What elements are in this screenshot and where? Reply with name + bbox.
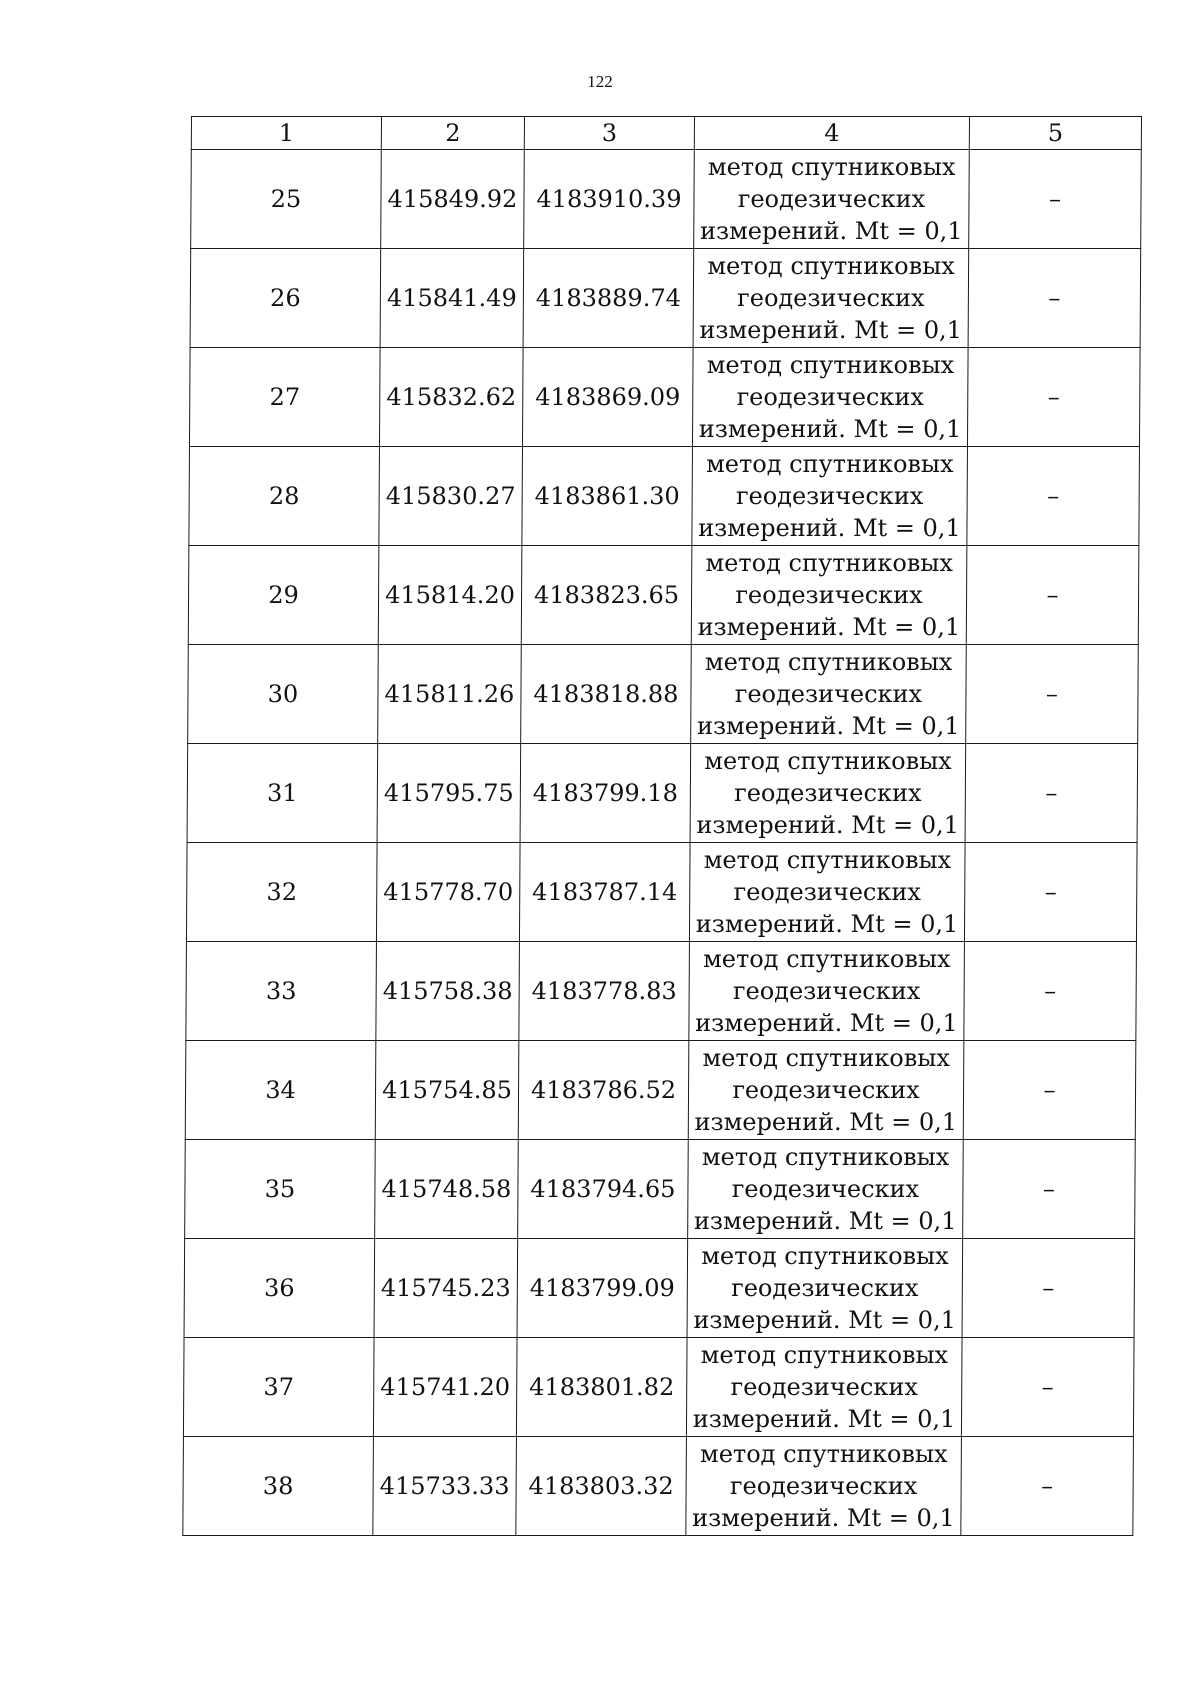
- point-number: 38: [183, 1437, 374, 1536]
- table-row: [189, 348, 1140, 447]
- table-row: [188, 645, 1139, 744]
- point-number: 29: [188, 546, 379, 645]
- method-line: геодезических: [736, 383, 925, 411]
- coordinate-y: 4183801.82: [516, 1338, 687, 1437]
- coordinate-x: 415754.85: [375, 1041, 519, 1140]
- point-number: 37: [183, 1338, 374, 1437]
- table-row: [188, 546, 1139, 645]
- coordinate-x: 415741.20: [373, 1338, 517, 1437]
- header-row: [191, 117, 1141, 150]
- coordinate-x: 415841.49: [380, 249, 524, 348]
- method-line: метод спутниковых: [700, 1341, 949, 1369]
- method-line: измерений. Mt = 0,1: [693, 1207, 957, 1235]
- method-line: измерений. Mt = 0,1: [692, 1504, 955, 1532]
- header-col-4: 4: [694, 117, 969, 150]
- coordinate-y: 4183861.30: [522, 447, 693, 546]
- method-line: геодезических: [733, 878, 922, 906]
- method-line: геодезических: [729, 1472, 918, 1500]
- point-number: 34: [185, 1041, 376, 1140]
- note: –: [967, 447, 1140, 546]
- coordinate-y: 4183799.09: [517, 1239, 688, 1338]
- table-row: [185, 1140, 1136, 1239]
- header-col-5: 5: [969, 117, 1141, 150]
- point-number: 30: [188, 645, 379, 744]
- note: –: [961, 1338, 1134, 1437]
- method-line: измерений. Mt = 0,1: [698, 415, 962, 443]
- coordinate-x: 415830.27: [379, 447, 523, 546]
- coordinate-y: 4183910.39: [524, 150, 695, 249]
- determination-method: [689, 942, 965, 1041]
- method-line: измерений. Mt = 0,1: [695, 910, 959, 938]
- method-line: геодезических: [735, 482, 924, 510]
- determination-method: [688, 1140, 964, 1239]
- coordinate-x: 415811.26: [378, 645, 522, 744]
- method-line: геодезических: [732, 977, 921, 1005]
- method-line: метод спутниковых: [707, 153, 956, 181]
- coordinate-y: 4183794.65: [518, 1140, 689, 1239]
- coordinate-y: 4183803.32: [516, 1437, 687, 1536]
- coordinate-y: 4183869.09: [522, 348, 693, 447]
- method-line: измерений. Mt = 0,1: [695, 1009, 958, 1037]
- method-line: метод спутниковых: [704, 648, 953, 676]
- method-line: измерений. Mt = 0,1: [699, 217, 963, 245]
- point-number: 33: [186, 942, 377, 1041]
- method-line: измерений. Mt = 0,1: [698, 514, 961, 542]
- point-number: 28: [189, 447, 380, 546]
- table-body: [183, 150, 1141, 1536]
- header-col-2: 2: [381, 117, 524, 150]
- table-row: [186, 942, 1137, 1041]
- method-line: измерений. Mt = 0,1: [696, 811, 960, 839]
- coordinate-x: 415832.62: [379, 348, 523, 447]
- note: –: [965, 744, 1138, 843]
- coordinate-y: 4183786.52: [518, 1041, 689, 1140]
- note: –: [968, 249, 1141, 348]
- determination-method: [691, 645, 967, 744]
- coordinate-x: 415778.70: [376, 843, 520, 942]
- note: –: [962, 1239, 1135, 1338]
- coordinate-x: 415748.58: [375, 1140, 519, 1239]
- note: –: [966, 546, 1139, 645]
- coordinate-y: 4183823.65: [521, 546, 692, 645]
- method-line: измерений. Mt = 0,1: [696, 712, 960, 740]
- method-line: измерений. Mt = 0,1: [692, 1405, 956, 1433]
- method-line: метод спутниковых: [703, 945, 951, 973]
- method-line: измерений. Mt = 0,1: [697, 613, 961, 641]
- determination-method: [690, 744, 966, 843]
- determination-method: [691, 546, 967, 645]
- note: –: [964, 942, 1137, 1041]
- table-row: [183, 1338, 1134, 1437]
- coordinate-x: 415849.92: [381, 150, 525, 249]
- point-number: 35: [185, 1140, 376, 1239]
- coordinate-x: 415733.33: [373, 1437, 517, 1536]
- coordinates-table: [182, 116, 1142, 1536]
- point-number: 26: [190, 249, 381, 348]
- method-line: метод спутниковых: [706, 450, 954, 478]
- note: –: [963, 1140, 1136, 1239]
- point-number: 25: [191, 150, 382, 249]
- table-row: [187, 744, 1138, 843]
- method-line: метод спутниковых: [704, 747, 952, 775]
- method-line: метод спутниковых: [702, 1044, 951, 1072]
- coordinate-y: 4183787.14: [519, 843, 690, 942]
- table-header: [191, 117, 1141, 150]
- method-line: измерений. Mt = 0,1: [699, 316, 963, 344]
- determination-method: [692, 447, 968, 546]
- determination-method: [688, 1041, 964, 1140]
- method-line: метод спутниковых: [707, 252, 955, 280]
- coordinate-x: 415745.23: [374, 1239, 518, 1338]
- determination-method: [686, 1437, 962, 1536]
- coordinate-y: 4183799.18: [520, 744, 691, 843]
- note: –: [963, 1041, 1136, 1140]
- method-line: геодезических: [731, 1274, 919, 1302]
- note: –: [969, 150, 1142, 249]
- header-col-3: 3: [524, 117, 694, 150]
- table-row: [190, 249, 1141, 348]
- method-line: метод спутниковых: [700, 1440, 948, 1468]
- coordinate-y: 4183778.83: [519, 942, 690, 1041]
- header-col-1: 1: [191, 117, 381, 150]
- method-line: метод спутниковых: [705, 549, 954, 577]
- method-line: измерений. Mt = 0,1: [694, 1108, 958, 1136]
- point-number: 36: [184, 1239, 375, 1338]
- method-line: геодезических: [732, 1076, 920, 1104]
- method-line: геодезических: [730, 1373, 918, 1401]
- point-number: 32: [186, 843, 377, 942]
- coordinate-x: 415795.75: [377, 744, 521, 843]
- table-row: [186, 843, 1137, 942]
- method-line: геодезических: [735, 581, 923, 609]
- table-row: [184, 1239, 1135, 1338]
- method-line: геодезических: [734, 680, 923, 708]
- determination-method: [694, 150, 970, 249]
- point-number: 31: [187, 744, 378, 843]
- method-line: геодезических: [731, 1175, 920, 1203]
- note: –: [966, 645, 1139, 744]
- table-row: [191, 150, 1142, 249]
- note: –: [964, 843, 1137, 942]
- method-line: геодезических: [737, 185, 926, 213]
- determination-method: [693, 249, 969, 348]
- coordinate-x: 415814.20: [378, 546, 522, 645]
- coordinate-y: 4183818.88: [521, 645, 692, 744]
- coordinate-x: 415758.38: [376, 942, 520, 1041]
- method-line: геодезических: [737, 284, 925, 312]
- point-number: 27: [189, 348, 380, 447]
- method-line: геодезических: [734, 779, 922, 807]
- determination-method: [689, 843, 965, 942]
- page-number: 122: [587, 72, 613, 91]
- determination-method: [687, 1239, 963, 1338]
- method-line: метод спутниковых: [706, 351, 955, 379]
- table-row: [183, 1437, 1134, 1536]
- determination-method: [692, 348, 968, 447]
- note: –: [961, 1437, 1134, 1536]
- determination-method: [686, 1338, 962, 1437]
- method-line: метод спутниковых: [701, 1242, 949, 1270]
- note: –: [967, 348, 1140, 447]
- method-line: метод спутниковых: [703, 846, 952, 874]
- coordinate-y: 4183889.74: [523, 249, 694, 348]
- table-row: [189, 447, 1140, 546]
- table-row: [185, 1041, 1136, 1140]
- method-line: метод спутниковых: [701, 1143, 950, 1171]
- method-line: измерений. Mt = 0,1: [693, 1306, 956, 1334]
